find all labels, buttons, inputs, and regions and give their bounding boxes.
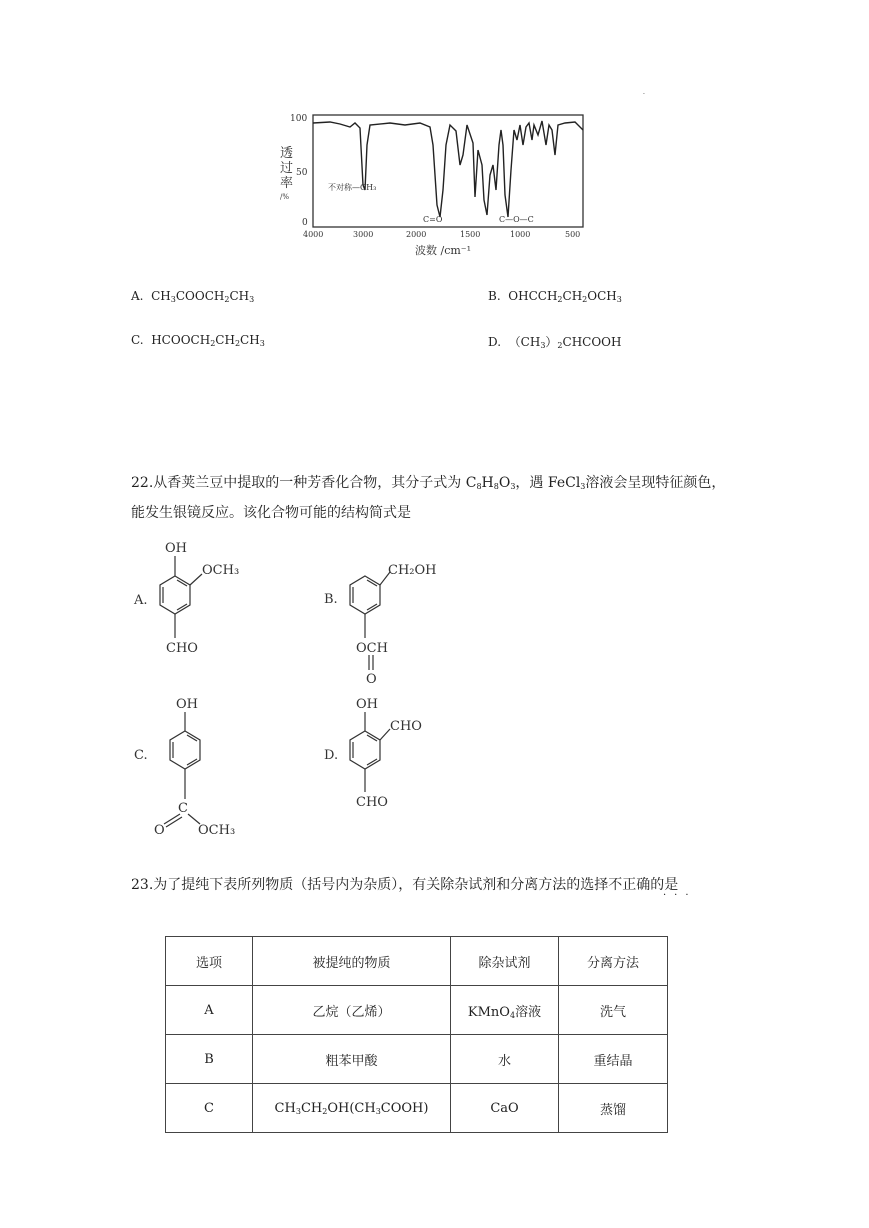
structure-c-o: O	[154, 823, 165, 838]
q21-option-b-text: $OHCCH_2CH_2OCH_3$	[508, 289, 622, 304]
q21-option-b-key: B.	[488, 289, 501, 303]
table-cell: 重结晶	[559, 1035, 668, 1084]
structure-b-carbonyl-o: O	[366, 672, 377, 687]
table-header-row	[166, 937, 668, 986]
q21-option-c-text: $HCOOCH_2CH_2CH_3$	[151, 333, 265, 348]
q22-line-1: 22.从香荚兰豆中提取的一种芳香化合物，其分子式为 $C_8H_8O_3$，遇 FeCl$_3$溶液会呈现特征颜色，	[131, 475, 726, 491]
q21-option-d	[488, 333, 621, 350]
q23-table	[165, 936, 668, 1133]
header-cell: 选项	[166, 937, 253, 986]
y-label-char-3: 率	[280, 176, 294, 191]
structure-c-oh: OH	[176, 697, 198, 712]
structure-d-oh: OH	[356, 697, 378, 712]
x-tick-2000: 2000	[406, 230, 427, 239]
table-cell: CaO	[451, 1084, 559, 1133]
annotation-co: C=O	[423, 215, 443, 224]
table-row	[166, 1035, 668, 1084]
x-tick-500: 500	[565, 230, 581, 239]
ir-spectrum-figure	[270, 105, 600, 260]
structure-b-och: OCH	[356, 641, 388, 656]
structure-c-carbon: C	[178, 801, 188, 816]
q21-option-a-key: A.	[131, 289, 144, 303]
table-cell: A	[166, 986, 253, 1035]
table-cell: $CH_3CH_2OH(CH_3COOH)$	[253, 1084, 451, 1133]
q21-option-b	[488, 289, 622, 304]
header-cell: 被提纯的物质	[253, 937, 451, 986]
table-cell: 乙烷（乙烯）	[253, 986, 451, 1035]
q23-question: 23.为了提纯下表所列物质（括号内为杂质），有关除杂试剂和分离方法的选择不正确的是	[131, 877, 679, 893]
q22-line-2: 能发生银镜反应。该化合物可能的结构简式是	[131, 505, 411, 521]
structure-d	[320, 693, 460, 813]
table-cell: B	[166, 1035, 253, 1084]
structure-a-label: A.	[134, 593, 148, 608]
table-cell: KMnO$_4$溶液	[451, 986, 559, 1035]
structure-a-och3: OCH₃	[202, 563, 240, 578]
structure-a-oh: OH	[165, 541, 187, 556]
table-cell: 蒸馏	[559, 1084, 668, 1133]
structure-d-cho-bottom: CHO	[356, 795, 388, 810]
y-label-char-2: 过	[280, 161, 294, 176]
table-cell: 粗苯甲酸	[253, 1035, 451, 1084]
structure-b-label: B.	[324, 592, 338, 607]
y-unit: /%	[280, 193, 290, 201]
small-dot: .	[643, 89, 645, 96]
header-cell: 除杂试剂	[451, 937, 559, 986]
x-tick-4000: 4000	[303, 230, 324, 239]
q21-option-c-key: C.	[131, 333, 144, 347]
structure-c-label: C.	[134, 748, 148, 763]
structure-c	[130, 693, 260, 843]
table-cell: C	[166, 1084, 253, 1133]
q22-question	[131, 470, 751, 526]
structure-a-cho: CHO	[166, 641, 198, 656]
annotation-ch3: 不对称—CH₃	[328, 183, 377, 192]
structure-b	[320, 558, 460, 688]
q21-option-a-text: $CH_3COOCH_2CH_3$	[151, 289, 255, 304]
benzene-ring-a	[160, 556, 202, 638]
structure-b-ch2oh: CH₂OH	[388, 563, 437, 578]
q21-option-d-key: D.	[488, 335, 502, 349]
table-row	[166, 1084, 668, 1133]
spectrum-curve	[313, 121, 583, 217]
table-row	[166, 986, 668, 1035]
table-cell: 洗气	[559, 986, 668, 1035]
table-cell: 水	[451, 1035, 559, 1084]
structure-a	[130, 538, 260, 658]
structure-c-och3: OCH₃	[198, 823, 236, 838]
y-tick-0: 0	[302, 218, 308, 228]
annotation-coc: C—O—C	[499, 215, 534, 224]
header-cell: 分离方法	[559, 937, 668, 986]
q21-option-d-text: $(CH_3)_2CHCOOH$	[508, 335, 622, 350]
y-tick-100: 100	[290, 114, 308, 124]
x-tick-3000: 3000	[353, 230, 374, 239]
structure-d-cho-side: CHO	[390, 719, 422, 734]
structure-d-label: D.	[324, 748, 339, 763]
benzene-ring-d	[350, 712, 390, 792]
x-tick-1000: 1000	[510, 230, 531, 239]
y-label-char-1: 透	[280, 146, 294, 161]
x-axis-label: 波数 /cm⁻¹	[415, 244, 472, 257]
x-tick-1500: 1500	[460, 230, 481, 239]
q21-option-c	[131, 333, 265, 348]
q21-option-a	[131, 289, 254, 304]
y-tick-50: 50	[296, 168, 308, 178]
emphasis-dots: ···	[663, 890, 697, 901]
